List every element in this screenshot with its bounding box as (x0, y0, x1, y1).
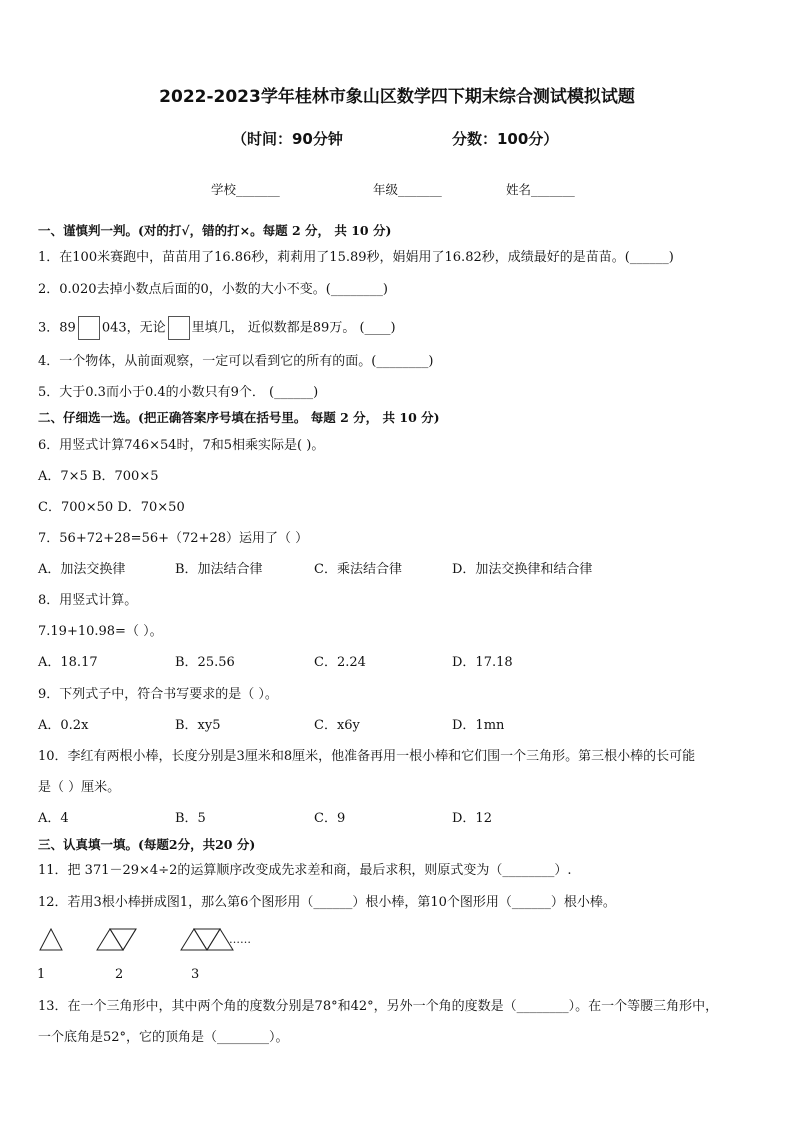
question-6-options-2: C．700×50 D．70×50 (38, 500, 185, 515)
blank-box (78, 316, 100, 340)
option-d: D．加法交换律和结合律 (452, 562, 593, 577)
option-b: B．5 (175, 811, 206, 826)
blank-box (168, 316, 190, 340)
option-b: B．加法结合律 (175, 562, 263, 577)
figure-1-label: 1 (37, 967, 46, 982)
question-3-part-b: 043，无论 (101, 320, 166, 336)
figure-2-triangles (97, 929, 136, 950)
question-10-line-2: 是（ ）厘米。 (38, 780, 121, 795)
question-6-options-1: A．7×5 B．700×5 (38, 469, 159, 484)
option-a: A．0.2x (38, 718, 89, 733)
option-c: C．2.24 (314, 655, 366, 670)
exam-score: 分数：100分） (452, 130, 559, 148)
option-b: B．xy5 (175, 718, 221, 733)
grade-field: 年级_______ (373, 182, 442, 197)
option-b: B．25.56 (175, 655, 235, 670)
section-3-heading: 三、认真填一填。(每题2分，共20 分) (38, 837, 256, 852)
figure-3-label: 3 (191, 967, 200, 982)
option-a: A．18.17 (38, 655, 98, 670)
section-2-heading: 二、仔细选一选。(把正确答案序号填在括号里。 每题 2 分， 共 10 分) (38, 410, 440, 425)
triangle-pattern-figure (0, 925, 794, 965)
question-9: 9．下列式子中，符合书写要求的是（ ）。 (38, 687, 278, 702)
page-title: 2022-2023学年桂林市象山区数学四下期末综合测试模拟试题 (159, 87, 635, 107)
question-5: 5．大于0.3而小于0.4的小数只有9个． (______) (38, 385, 319, 400)
question-3 (38, 316, 396, 340)
continuation-dots: …… (229, 933, 251, 946)
question-13-line-1: 13．在一个三角形中，其中两个角的度数分别是78°和42°，另外一个角的度数是（________）。在一个等腰三角形中， (38, 999, 719, 1014)
question-4: 4．一个物体，从前面观察，一定可以看到它的所有的面。(________) (38, 354, 434, 369)
question-2: 2．0.020去掉小数点后面的0，小数的大小不变。(________) (38, 282, 388, 297)
question-8: 8．用竖式计算。 (38, 593, 138, 608)
question-13-line-2: 一个底角是52°，它的顶角是（________）。 (38, 1030, 289, 1045)
figure-1-triangle (40, 929, 62, 950)
question-1: 1．在100米赛跑中，苗苗用了16.86秒，莉莉用了15.89秒，娟娟用了16.82秒，成绩最好的是苗苗。(______) (38, 250, 674, 265)
option-d: D．12 (452, 811, 492, 826)
option-d: D．1mn (452, 718, 505, 733)
option-c: C．乘法结合律 (314, 562, 402, 577)
school-field: 学校_______ (211, 182, 280, 197)
option-c: C．9 (314, 811, 346, 826)
figure-3-triangles (181, 929, 233, 950)
exam-time: （时间：90分钟 (232, 130, 343, 148)
option-a: A．4 (38, 811, 69, 826)
option-d: D．17.18 (452, 655, 513, 670)
question-6: 6．用竖式计算746×54时，7和5相乘实际是( )。 (38, 438, 325, 453)
question-7: 7．56+72+28=56+（72+28）运用了（ ） (38, 531, 309, 546)
name-field: 姓名_______ (506, 182, 575, 197)
question-3-part-c: 里填几， 近似数都是89万。 (____) (191, 320, 396, 336)
question-10-line-1: 10．李红有两根小棒，长度分别是3厘米和8厘米，他准备再用一根小棒和它们围一个三角形。第三根小棒的长可能 (38, 749, 696, 764)
question-3-part-a: 3．89 (38, 320, 76, 336)
question-8-expression: 7.19+10.98=（ ）。 (38, 624, 163, 639)
question-11: 11．把 371－29×4÷2的运算顺序改变成先求差和商，最后求积，则原式变为（________）. (38, 863, 572, 878)
section-1-heading: 一、谨慎判一判。(对的打√，错的打×。每题 2 分， 共 10 分) (38, 223, 392, 238)
figure-2-label: 2 (115, 967, 124, 982)
question-12: 12．若用3根小棒拼成图1，那么第6个图形用（______）根小棒，第10个图形用（______）根小棒。 (38, 895, 616, 910)
option-c: C．x6y (314, 718, 360, 733)
option-a: A．加法交换律 (38, 562, 126, 577)
